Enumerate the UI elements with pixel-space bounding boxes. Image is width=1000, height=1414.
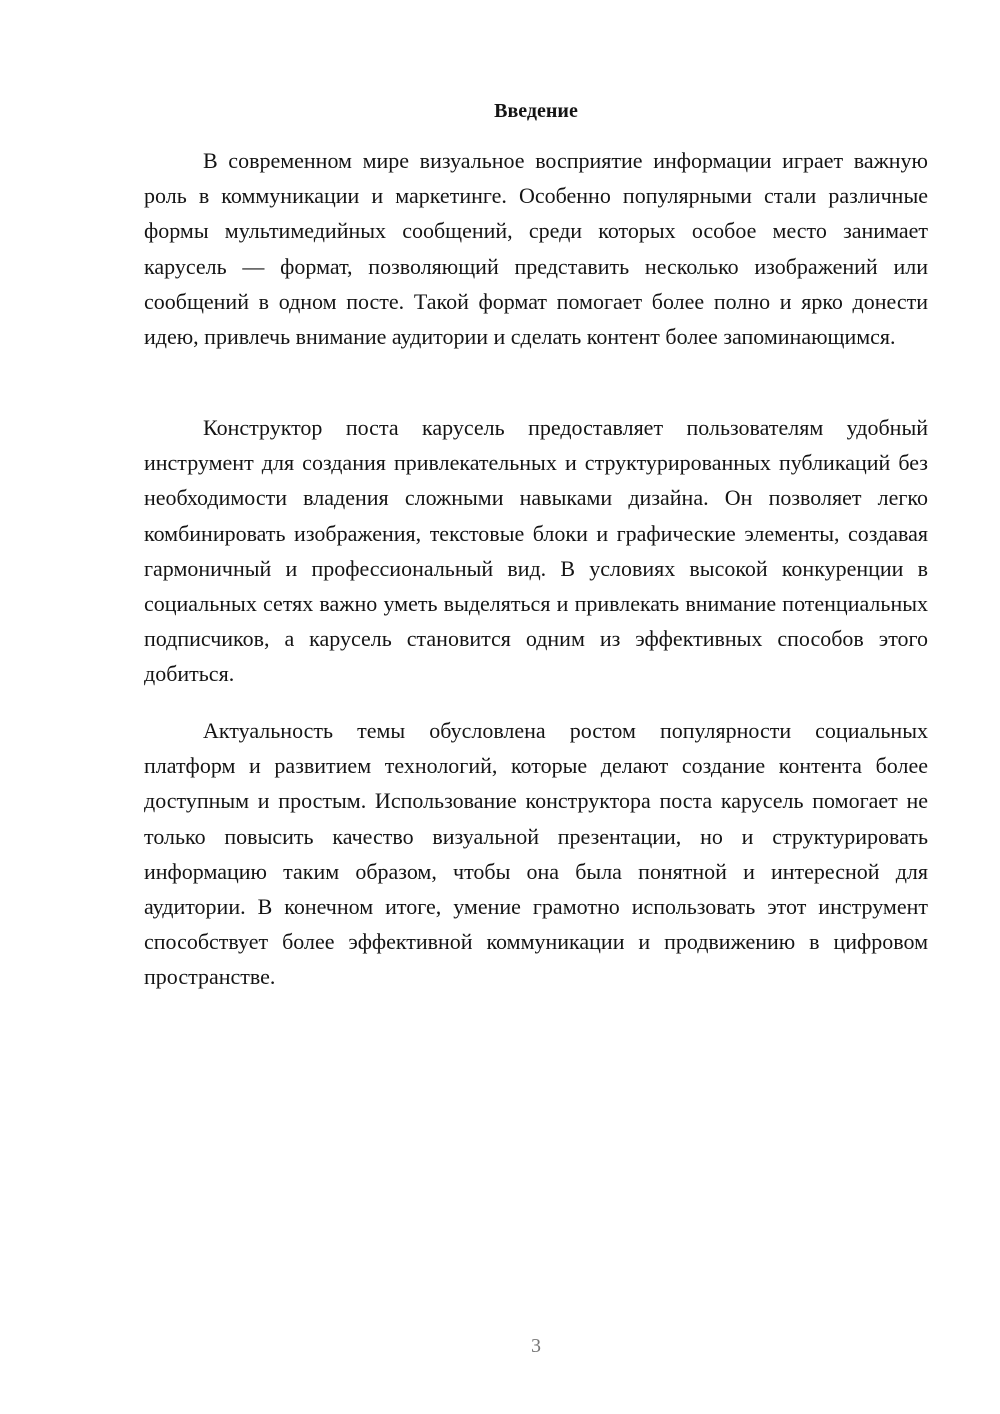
paragraph-3: Актуальность темы обусловлена ростом популярности социальных платформ и развитием технологий, которые делают создание контента более доступным и простым. Использование конструктора поста карусель помогает не только повысить качество визуальной презентации, но и структурировать информацию таким образом, чтобы она была понятной и интересной для аудитории. В конечном итоге, умение грамотно использовать этот инструмент способствует более эффективной коммуникации и продвижению в цифровом пространстве.: [144, 718, 928, 990]
paragraph-2: Конструктор поста карусель предоставляет пользователям удобный инструмент для создания привлекательных и структурированных публикаций без необходимости владения сложными навыками дизайна. Он позволяет легко комбинировать изображения, текстовые блоки и графические элементы, создавая гармоничный и профессиональный вид. В условиях высокой конкуренции в социальных сетях важно уметь выделяться и привлекать внимание потенциальных подписчиков, а карусель становится одним из эффективных способов этого добиться.: [144, 415, 928, 687]
section-heading: Введение: [494, 100, 578, 122]
paragraph-1: В современном мире визуальное восприятие информации играет важную роль в коммуникации и маркетинге. Особенно популярными стали различные формы мультимедийных сообщений, среди которых особое место занимает карусель — формат, позволяющий представить несколько изображений или сообщений в одном посте. Такой формат помогает более полно и ярко донести идею, привлечь внимание аудитории и сделать контент более запоминающимся.: [144, 148, 928, 350]
page-number: 3: [531, 1335, 541, 1357]
